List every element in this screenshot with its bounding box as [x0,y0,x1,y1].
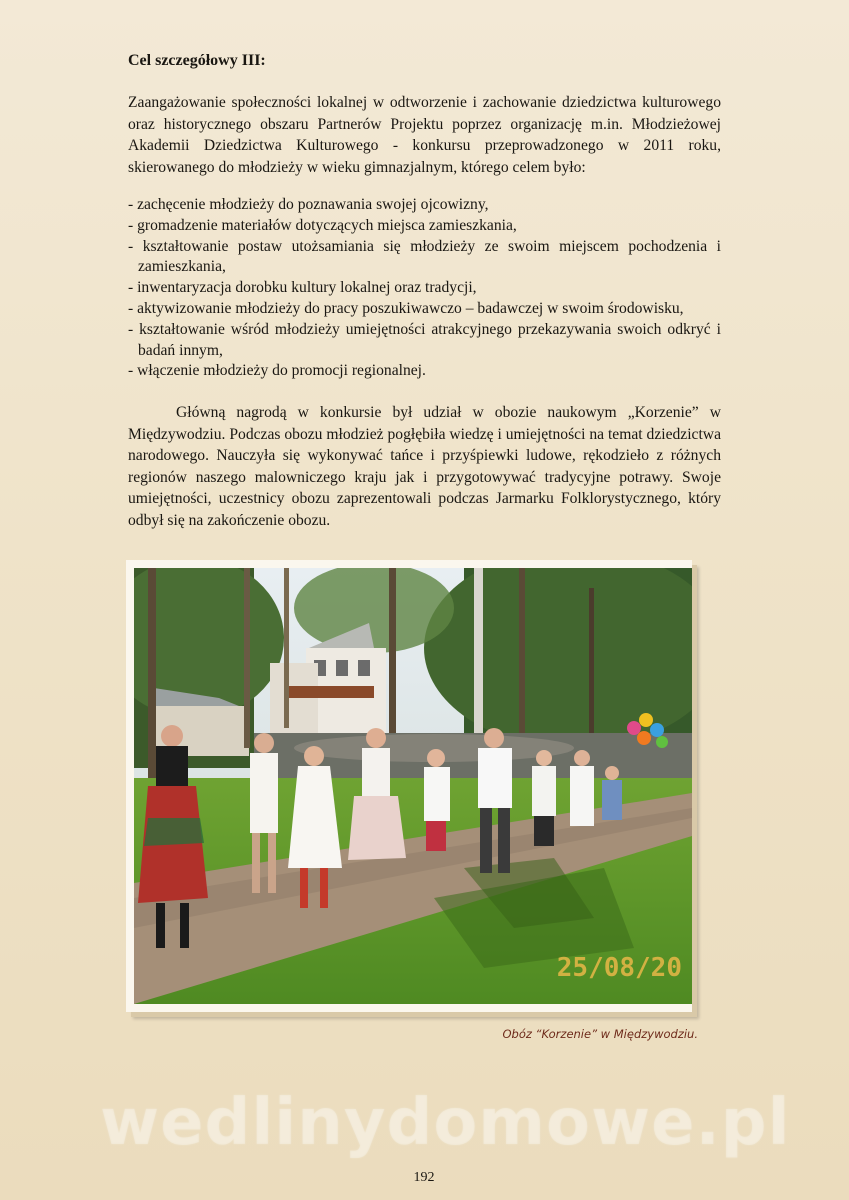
intro-paragraph: Zaangażowanie społeczności lokalnej w odtworzenie i zachowanie dziedzictwa kulturowego oraz historycznego obszaru Partnerów Projektu poprzez organizację m.in. Młodzieżowej Akademii Dziedzictwa Kulturowego - konkursu przeprowadzonego w 2011 roku, skierowanego do młodzieży w wieku gimnazjalnym, którego celem było: [128,94,721,176]
goal-item: - gromadzenie materiałów dotyczących miejsca zamieszkania, [128,216,517,234]
camp-photo [134,568,692,1004]
goals-list [128,195,721,382]
page-number: 192 [413,1170,435,1185]
goal-item: - zachęcenie młodzieży do poznawania swojej ojcowizny, [128,196,489,213]
section-heading: Cel szczegółowy III: [128,52,266,69]
goal-item: - włączenie młodzieży do promocji regionalnej. [128,362,426,380]
watermark-text: wedlinydomowe.pl [100,1086,791,1160]
photo-date-stamp: 25/08/20 [556,953,682,983]
photo-frame [126,560,692,1012]
goal-item: - kształtowanie wśród młodzieży umiejętności atrakcyjnego przekazywania swoich odkryć i badań innym, [128,320,721,359]
goal-item: - aktywizowanie młodzieży do pracy poszukiwawczo – badawczej w swoim środowisku, [128,299,684,317]
goal-item: - inwentaryzacja dorobku kultury lokalnej oraz tradycji, [128,279,477,297]
photo-caption: Obóz “Korzenie” w Międzywodziu. [502,1027,698,1041]
camp-photo-illustration [134,568,692,1004]
goal-item: - kształtowanie postaw utożsamiania się młodzieży ze swoim miejscem pochodzenia i zamieszkania, [128,237,721,276]
prize-paragraph: Główną nagrodą w konkursie był udział w obozie naukowym „Korzenie” w Międzywodziu. Podczas obozu młodzież pogłębiła wiedzę i umiejętności na temat dziedzictwa narodowego. Nauczyła się wykonywać tańce i przyśpiewki ludowe, rękodzieło z różnych regionów naszego malowniczego kraju jak i przygotowywać tradycyjne potrawy. Swoje umiejętności, uczestnicy obozu zaprezentowali podczas Jarmarku Folklorystycznego, który odbył się na zakończenie obozu. [128,404,721,529]
